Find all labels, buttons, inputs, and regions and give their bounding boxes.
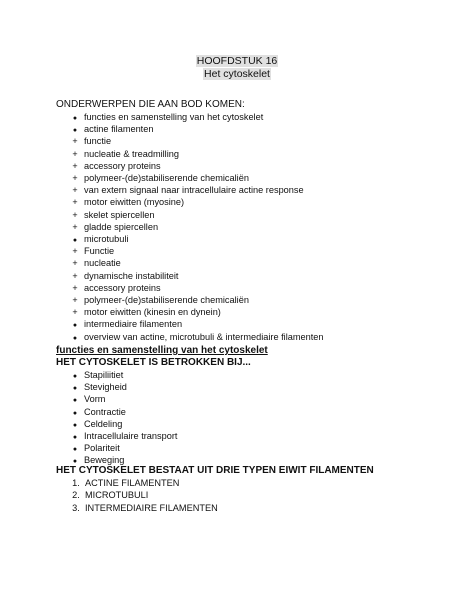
- bullet-plus-icon: [69, 270, 81, 282]
- list-item-text: Stevigheid: [84, 382, 127, 393]
- list-item-text: Polariteit: [84, 443, 120, 454]
- list-item-text: functie: [84, 136, 112, 147]
- list-item-text: nucleatie: [84, 258, 121, 269]
- list-item-text: microtubuli: [84, 234, 129, 244]
- bullet-plus-icon: [69, 221, 81, 233]
- bullet-plus-icon: [69, 306, 81, 318]
- topics-heading: ONDERWERPEN DIE AAN BOD KOMEN:: [56, 99, 245, 110]
- list-item-text: Stapiliitiet: [84, 370, 124, 380]
- list-item-text: gladde spiercellen: [84, 221, 159, 232]
- bullet-dot-icon: [69, 331, 81, 345]
- bullet-plus-icon: [69, 196, 81, 208]
- list-item-text: skelet spiercellen: [84, 209, 155, 220]
- list-number: 2.: [72, 490, 80, 501]
- list-item-text: polymeer-(de)stabiliserende chemicaliën: [84, 173, 249, 183]
- list-item-text: Celdeling: [84, 418, 123, 429]
- bullet-plus-icon: [69, 184, 81, 196]
- list-item-text: Contractie: [84, 406, 126, 417]
- list-item-text: overview van actine, microtubuli & intermediaire filamenten: [84, 331, 324, 342]
- bullet-plus-icon: [69, 245, 81, 257]
- list-item-text: polymeer-(de)stabiliserende chemicaliën: [84, 295, 249, 305]
- functions-heading: functies en samenstelling van het cytoskelet: [56, 345, 268, 356]
- bullet-plus-icon: [69, 282, 81, 294]
- list-item-text: van extern signaal naar intracellulaire actine response: [84, 185, 304, 196]
- list-item-text: functies en samenstelling van het cytoskelet: [84, 112, 264, 122]
- list-item-text: dynamische instabiliteit: [84, 270, 179, 281]
- list-item-text: accessory proteins: [84, 282, 161, 293]
- bullet-plus-icon: [69, 148, 81, 160]
- list-item-text: MICROTUBULI: [85, 490, 149, 501]
- chapter-title: [0, 55, 474, 81]
- list-item-text: actine filamenten: [84, 124, 154, 135]
- list-item-text: INTERMEDIAIRE FILAMENTEN: [85, 502, 218, 513]
- filament-types-heading: HET CYTOSKELET BESTAAT UIT DRIE TYPEN EIWIT FILAMENTEN: [56, 465, 374, 476]
- list-item-text: motor eiwitten (kinesin en dynein): [84, 307, 221, 318]
- chapter-number: HOOFDSTUK 16: [196, 55, 278, 67]
- list-item-text: Functie: [84, 246, 115, 257]
- list-item-text: Vorm: [84, 394, 106, 405]
- chapter-subtitle: Het cytoskelet: [204, 68, 270, 80]
- list-item-text: nucleatie & treadmilling: [84, 148, 179, 159]
- list-number: 3.: [72, 502, 80, 513]
- bullet-plus-icon: [69, 257, 81, 269]
- list-item-text: accessory proteins: [84, 160, 161, 171]
- bullet-plus-icon: [69, 209, 81, 221]
- bullet-plus-icon: [69, 294, 81, 306]
- bullet-plus-icon: [69, 135, 81, 147]
- list-item-text: ACTINE FILAMENTEN: [85, 478, 180, 488]
- bullet-plus-icon: [69, 172, 81, 184]
- bullet-plus-icon: [69, 160, 81, 172]
- list-item-text: Beweging: [84, 455, 125, 466]
- involved-heading: HET CYTOSKELET IS BETROKKEN BIJ...: [56, 357, 251, 368]
- list-number: 1.: [72, 478, 80, 488]
- list-item-text: Intracellulaire transport: [84, 431, 178, 441]
- list-item-text: intermediaire filamenten: [84, 319, 183, 330]
- list-item-text: motor eiwitten (myosine): [84, 197, 185, 208]
